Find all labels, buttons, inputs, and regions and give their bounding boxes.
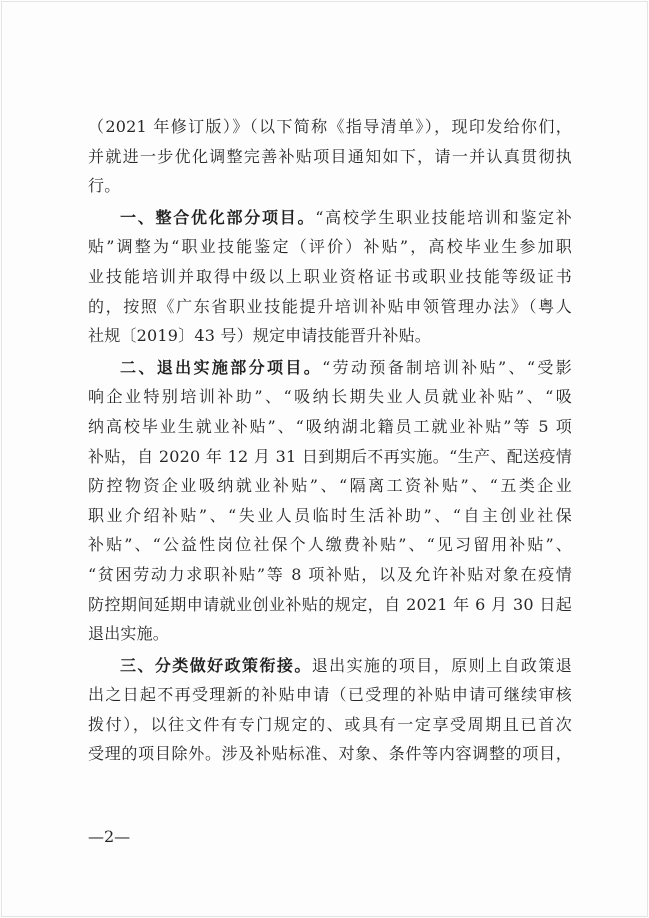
line-text: 受理的项目除外。涉及补贴标准、对象、条件等内容调整的项目， <box>88 744 572 764</box>
text-line <box>88 442 572 472</box>
line-text: “高校学生职业技能培训和鉴定补 <box>315 207 573 227</box>
line-text: 退出实施。 <box>88 624 170 644</box>
text-line <box>88 321 572 351</box>
text-line <box>88 203 572 233</box>
line-text: “贫困劳动力求职补贴”等 8 项补贴，以及允许补贴对象在疫情 <box>88 564 572 584</box>
text-line <box>88 590 572 620</box>
text-line <box>88 382 572 412</box>
text-line <box>88 560 572 590</box>
line-text: 退出实施的项目，原则上自政策退 <box>311 655 572 675</box>
line-text: 的，按照《广东省职业技能提升培训补贴申领管理办法》（粤人 <box>88 296 572 316</box>
document-body <box>88 112 572 769</box>
line-text: 贴”调整为“职业技能鉴定（评价）补贴”，高校毕业生参加职 <box>88 237 572 257</box>
line-text: 纳高校毕业生就业补贴”、“吸纳湖北籍员工就业补贴”等 5 项 <box>88 416 572 436</box>
text-line <box>88 112 572 142</box>
line-text: 出之日起不再受理新的补贴申请（已受理的补贴申请可继续审核 <box>88 685 572 705</box>
line-text: 响企业特别培训补助”、“吸纳长期失业人员就业补贴”、“吸 <box>88 387 572 407</box>
line-text: “劳动预备制培训补贴”、“受影 <box>322 357 572 377</box>
line-text: （2021 年修订版）》（以下简称《指导清单》），现印发给你们， <box>88 117 572 136</box>
line-text: 行。 <box>88 176 121 196</box>
line-text: 补贴，自 2020 年 12 月 31 日到期后不再实施。“生产、配送疫情 <box>88 446 572 466</box>
line-text: 并就进一步优化调整完善补贴项目通知如下，请一并认真贯彻执 <box>88 146 572 166</box>
text-line <box>88 262 572 292</box>
line-text: 职业介绍补贴”、“失业人员临时生活补助”、“自主创业社保 <box>88 505 572 525</box>
text-line <box>88 232 572 262</box>
line-text: 社规〔2019〕43 号）规定申请技能晋升补贴。 <box>88 326 431 346</box>
section-heading-2: 二、退出实施部分项目。 <box>120 357 323 377</box>
text-line <box>88 412 572 442</box>
text-line <box>88 471 572 501</box>
text-line <box>88 651 572 681</box>
line-text: 防控期间延期申请就业创业补贴的规定，自 2021 年 6 月 30 日起 <box>88 594 572 614</box>
text-line <box>88 142 572 172</box>
text-line <box>88 171 572 201</box>
text-line <box>88 710 572 740</box>
text-line <box>88 680 572 710</box>
text-line <box>88 739 572 769</box>
text-line <box>88 292 572 322</box>
line-text: 防控物资企业吸纳就业补贴”、“隔离工资补贴”、“五类企业 <box>88 476 572 496</box>
section-heading-1: 一、整合优化部分项目。 <box>120 207 316 227</box>
line-text: 拨付），以往文件有专门规定的、或具有一定享受周期且已首次 <box>88 714 572 734</box>
page-number: —2— <box>88 827 131 846</box>
text-line <box>88 353 572 383</box>
text-line <box>88 501 572 531</box>
line-text: 补贴”、“公益性岗位社保个人缴费补贴”、“见习留用补贴”、 <box>88 535 572 555</box>
text-line <box>88 619 572 649</box>
section-heading-3: 三、分类做好政策衔接。 <box>120 655 312 675</box>
line-text: 业技能培训并取得中级以上职业资格证书或职业技能等级证书 <box>88 266 572 286</box>
text-line <box>88 530 572 560</box>
